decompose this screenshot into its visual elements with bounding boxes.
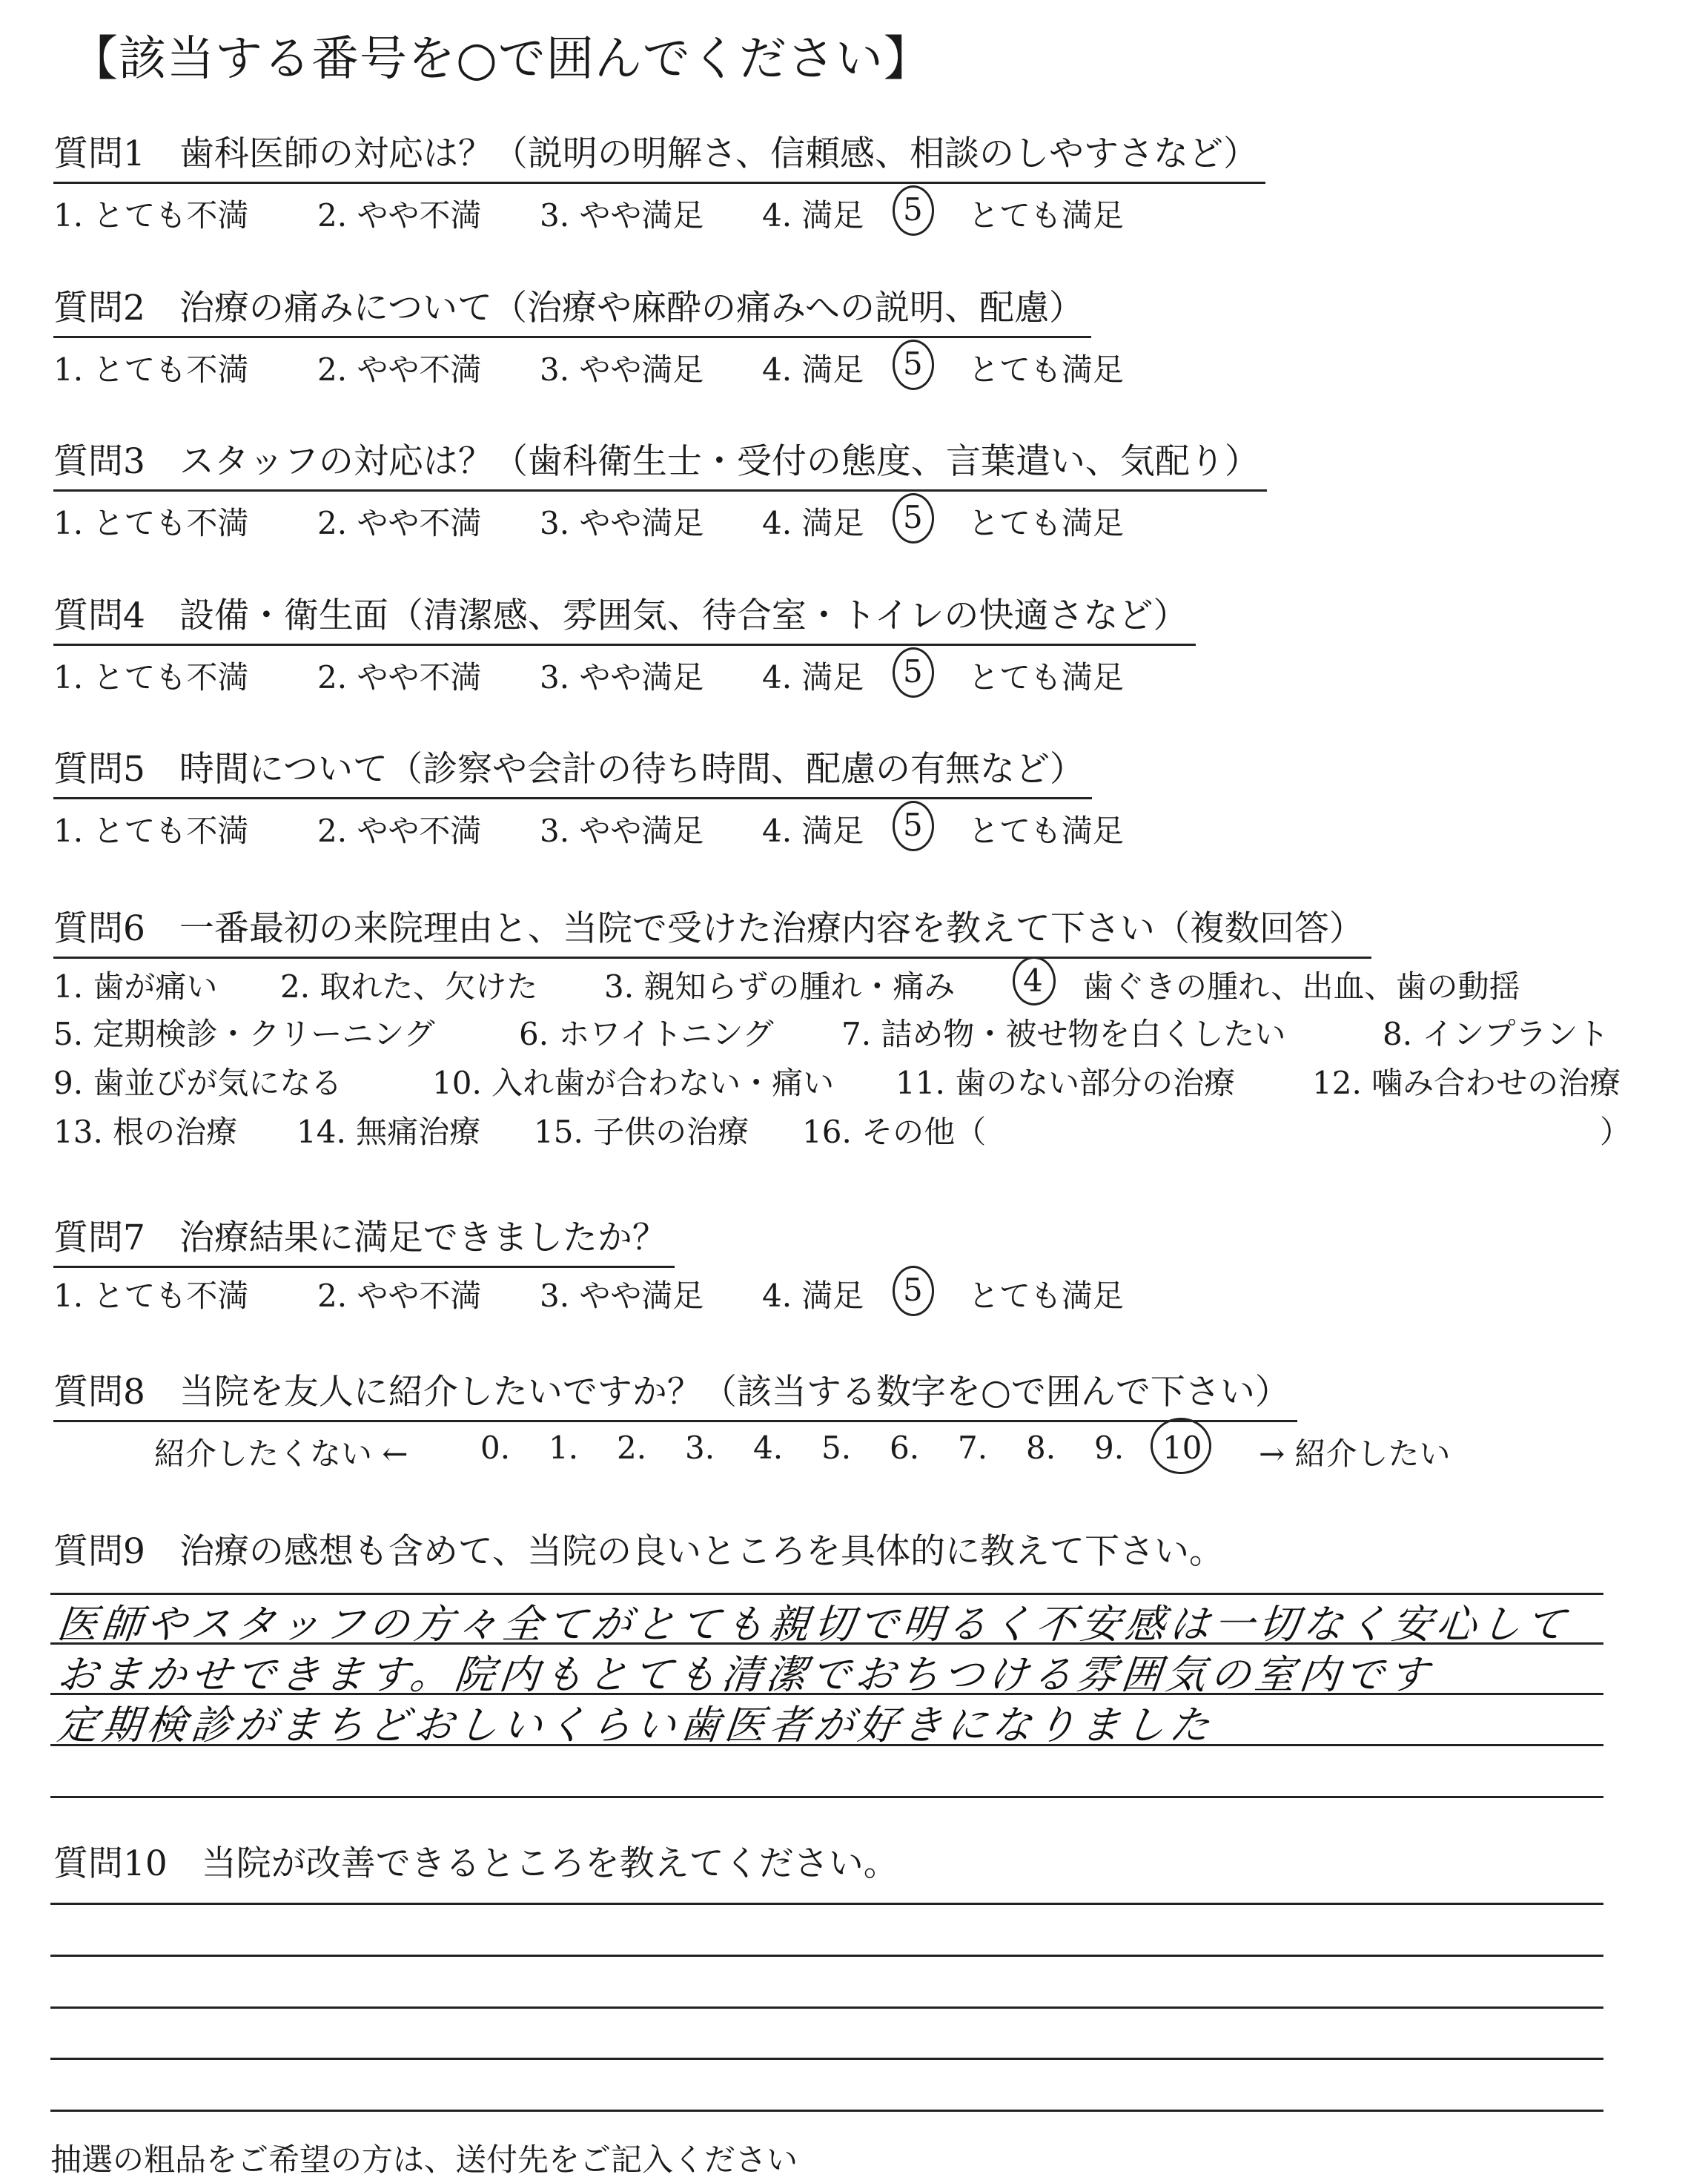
q7-option-5[interactable]: 5 [903,1272,923,1308]
q2-label: 質問2 [53,288,145,328]
q7-selected-circle [893,1266,934,1316]
q4-option-2[interactable]: 2. やや不満 [317,659,482,696]
q4-heading [53,588,1196,646]
q5-text: 時間について（診察や会計の待ち時間、配慮の有無など） [179,749,1085,790]
q10-line-3[interactable] [50,2006,1603,2009]
q6-option[interactable]: 15. 子供の治療 [534,1114,749,1150]
q9-handwritten-line-1: 医師やスタッフの方々全てがとても親切で明るく不安感は一切なく安心して [55,1601,1572,1648]
q3-label: 質問3 [53,441,145,482]
q8-right-label: → 紹介したい [1259,1436,1451,1472]
q8-text: 当院を友人に紹介したいですか？（該当する数字を○で囲んで下さい） [179,1372,1290,1413]
q1-option-2[interactable]: 2. やや不満 [317,197,482,234]
q10-line-2[interactable] [50,1955,1603,1957]
q6-option[interactable]: 6. ホワイトニング [519,1016,774,1052]
q6-option[interactable]: 13. 根の治療 [53,1114,238,1150]
q6-label: 質問6 [53,908,145,949]
q2-option-2[interactable]: 2. やや不満 [317,351,482,388]
q7-option-4[interactable]: 4. 満足 [762,1278,864,1314]
q6-option[interactable]: 12. 噛み合わせの治療 [1312,1065,1621,1101]
q4-selected-circle [893,647,934,698]
q1-heading [53,126,1265,184]
q1-text: 歯科医師の対応は？（説明の明解さ、信頼感、相談のしやすさなど） [179,133,1259,174]
q10-text: 当院が改善できるところを教えてください。 [201,1843,898,1884]
q10-label: 質問10 [53,1843,168,1884]
q6-selected-circle [1013,957,1056,1005]
q1-selected-circle [893,185,934,236]
q4-option-4[interactable]: 4. 満足 [762,659,864,696]
q2-option-1[interactable]: 1. とても不満 [53,351,249,388]
q6-option[interactable]: 2. 取れた、欠けた [280,968,538,1005]
q2-selected-circle [893,340,934,390]
q6-heading [53,901,1371,959]
q10-line-1[interactable] [50,1903,1603,1905]
q8-scale-9[interactable]: 9. [1094,1430,1125,1466]
q8-scale-2[interactable]: 2. [617,1430,647,1466]
q8-scale-0[interactable]: 0. [480,1430,511,1466]
q1-label: 質問1 [53,133,145,174]
q5-heading [53,741,1092,799]
q7-text: 治療結果に満足できましたか？ [179,1218,667,1258]
q7-option-2[interactable]: 2. やや不満 [317,1278,482,1314]
q6-option[interactable]: 14. 無痛治療 [297,1114,481,1150]
q7-heading [53,1210,675,1268]
q4-option-3[interactable]: 3. やや満足 [540,659,704,696]
q2-option-4[interactable]: 4. 満足 [762,351,864,388]
q9-handwritten-line-2: おまかせできます。院内もとても清潔でおちつける雰囲気の室内です [55,1651,1436,1698]
q6-text: 一番最初の来院理由と、当院で受けた治療内容を教えて下さい（複数回答） [179,908,1364,949]
q9-line-5 [50,1796,1603,1798]
q1-option-1[interactable]: 1. とても不満 [53,197,249,234]
q3-option-6[interactable]: とても満足 [968,505,1125,541]
q8-scale-1[interactable]: 1. [549,1430,579,1466]
q9-handwritten-line-3: 定期検診がまちどおしいくらい歯医者が好きになりました [55,1702,1217,1748]
q3-text: スタッフの対応は？（歯科衛生士・受付の態度、言葉遣い、気配り） [179,441,1260,482]
q9-text: 治療の感想も含めて、当院の良いところを具体的に教えて下さい。 [179,1531,1224,1572]
q3-option-3[interactable]: 3. やや満足 [540,505,704,541]
q6-option[interactable]: ） [1600,1114,1632,1150]
q5-option-3[interactable]: 3. やや満足 [540,813,704,849]
q8-left-label: 紹介したくない ← [154,1436,408,1472]
q4-label: 質問4 [53,595,145,636]
q5-option-4[interactable]: 4. 満足 [762,813,864,849]
q10-line-5[interactable] [50,2110,1603,2112]
form-title: 【該当する番号を○で囲んでください】 [70,32,932,87]
q1-option-5[interactable]: 5 [903,191,923,228]
q10-line-4[interactable] [50,2058,1603,2060]
q4-option-6[interactable]: とても満足 [968,659,1125,696]
q6-option[interactable]: 10. 入れ歯が合わない・痛い [432,1065,835,1101]
q4-option-1[interactable]: 1. とても不満 [53,659,249,696]
q8-scale-7[interactable]: 7. [958,1430,988,1466]
q2-option-3[interactable]: 3. やや満足 [540,351,704,388]
q2-text: 治療の痛みについて（治療や麻酔の痛みへの説明、配慮） [179,288,1085,328]
q8-scale-6[interactable]: 6. [890,1430,920,1466]
q6-option[interactable]: 5. 定期検診・クリーニング [53,1016,435,1052]
q7-option-1[interactable]: 1. とても不満 [53,1278,249,1314]
q6-option[interactable]: 歯ぐきの腫れ、出血、歯の動揺 [1082,968,1520,1005]
q6-option[interactable]: 8. インプラント [1383,1016,1609,1052]
q8-heading [53,1364,1297,1422]
q2-option-5[interactable]: 5 [903,346,923,382]
q9-label: 質問9 [53,1531,145,1572]
q6-option[interactable]: 7. 詰め物・被せ物を白くしたい [841,1016,1286,1052]
q5-option-2[interactable]: 2. やや不満 [317,813,482,849]
q7-option-6[interactable]: とても満足 [968,1278,1125,1314]
q8-label: 質問8 [53,1372,145,1413]
q5-option-5[interactable]: 5 [903,807,923,843]
q10-heading [53,1836,898,1886]
q4-option-5[interactable]: 5 [903,653,923,690]
q4-text: 設備・衛生面（清潔感、雰囲気、待合室・トイレの快適さなど） [179,595,1188,636]
q7-option-3[interactable]: 3. やや満足 [540,1278,704,1314]
q6-option[interactable]: 3. 親知らずの腫れ・痛み [604,968,956,1005]
q8-scale-3[interactable]: 3. [685,1430,715,1466]
q2-option-6[interactable]: とても満足 [968,351,1125,388]
q5-label: 質問5 [53,749,145,790]
q2-heading [53,280,1091,338]
q8-selected-circle [1151,1418,1211,1474]
q3-option-5[interactable]: 5 [903,499,923,535]
q9-heading [53,1524,1224,1573]
q6-option[interactable]: 16. その他（ [802,1114,987,1150]
q7-label: 質問7 [53,1218,145,1258]
q3-option-4[interactable]: 4. 満足 [762,505,864,541]
q3-heading [53,434,1267,492]
q1-option-3[interactable]: 3. やや満足 [540,197,704,234]
q1-option-6[interactable]: とても満足 [968,197,1125,234]
q8-scale-10[interactable]: 10 [1162,1430,1202,1466]
q6-option[interactable]: 11. 歯のない部分の治療 [896,1065,1236,1101]
q6-option[interactable]: 1. 歯が痛い [53,968,218,1005]
q5-option-6[interactable]: とても満足 [968,813,1125,849]
footer-cut-text: 抽選の粗品をご希望の方は、送付先をご記入ください [50,2141,798,2178]
q3-option-1[interactable]: 1. とても不満 [53,505,249,541]
q8-scale-5[interactable]: 5. [821,1430,852,1466]
q5-option-1[interactable]: 1. とても不満 [53,813,249,849]
q8-scale-8[interactable]: 8. [1026,1430,1056,1466]
q8-scale-4[interactable]: 4. [753,1430,784,1466]
q6-option[interactable]: 4 [1023,962,1043,999]
q1-option-4[interactable]: 4. 満足 [762,197,864,234]
q3-option-2[interactable]: 2. やや不満 [317,505,482,541]
q6-option[interactable]: 9. 歯並びが気になる [53,1065,342,1101]
q3-selected-circle [893,493,934,544]
q5-selected-circle [893,801,934,851]
